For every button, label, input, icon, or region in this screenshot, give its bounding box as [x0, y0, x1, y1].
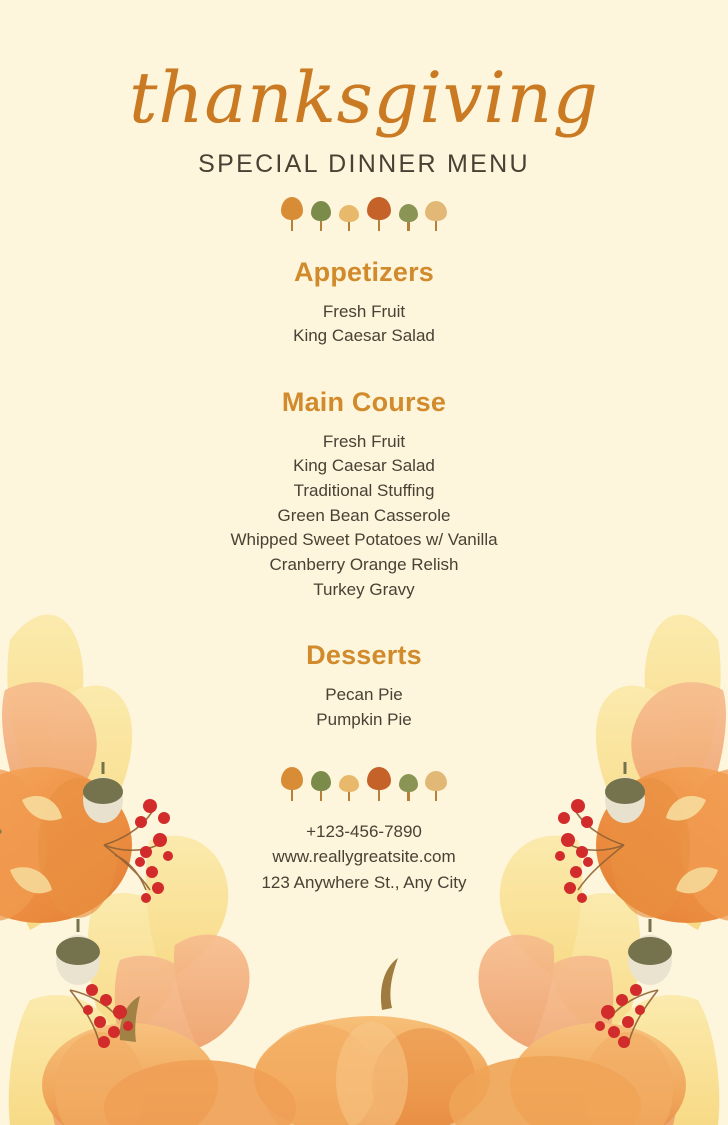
tree-icon — [281, 767, 303, 801]
menu-section-main-course — [0, 387, 728, 602]
tree-row-ornament-bottom — [279, 763, 449, 801]
tree-row-ornament-top — [279, 193, 449, 231]
contact-website: www.reallygreatsite.com — [272, 847, 456, 867]
tree-icon — [425, 771, 447, 801]
menu-item: Green Bean Casserole — [277, 505, 451, 525]
tree-icon — [425, 201, 447, 231]
menu-item: Whipped Sweet Potatoes w/ Vanilla — [230, 530, 498, 550]
tree-icon — [339, 205, 359, 231]
menu-item: Pecan Pie — [325, 685, 403, 705]
menu-item: Cranberry Orange Relish — [269, 554, 459, 574]
contact-address: 123 Anywhere St., Any City — [261, 873, 467, 893]
tree-icon — [311, 201, 331, 231]
page-subtitle: SPECIAL DINNER MENU — [198, 149, 530, 178]
menu-item: Traditional Stuffing — [293, 481, 435, 501]
tree-icon — [367, 767, 391, 801]
tree-icon — [399, 204, 418, 231]
section-heading: Desserts — [306, 640, 422, 671]
footer-contact — [0, 819, 728, 896]
contact-phone: +123-456-7890 — [306, 821, 422, 841]
tree-icon — [311, 771, 331, 801]
menu-item: King Caesar Salad — [293, 326, 435, 346]
section-heading: Main Course — [281, 386, 447, 417]
tree-icon — [281, 197, 303, 231]
menu-section-appetizers — [0, 257, 728, 349]
menu-item: Pumpkin Pie — [316, 709, 412, 729]
menu-item: Turkey Gravy — [313, 579, 415, 599]
menu-item: Fresh Fruit — [322, 431, 406, 451]
menu-item: King Caesar Salad — [293, 456, 435, 476]
tree-icon — [339, 775, 359, 801]
menu-section-desserts — [0, 640, 728, 732]
page-title: thanksgiving — [129, 57, 599, 139]
menu-item: Fresh Fruit — [322, 301, 406, 321]
section-heading: Appetizers — [293, 256, 435, 287]
tree-icon — [399, 774, 418, 801]
tree-icon — [367, 197, 391, 231]
